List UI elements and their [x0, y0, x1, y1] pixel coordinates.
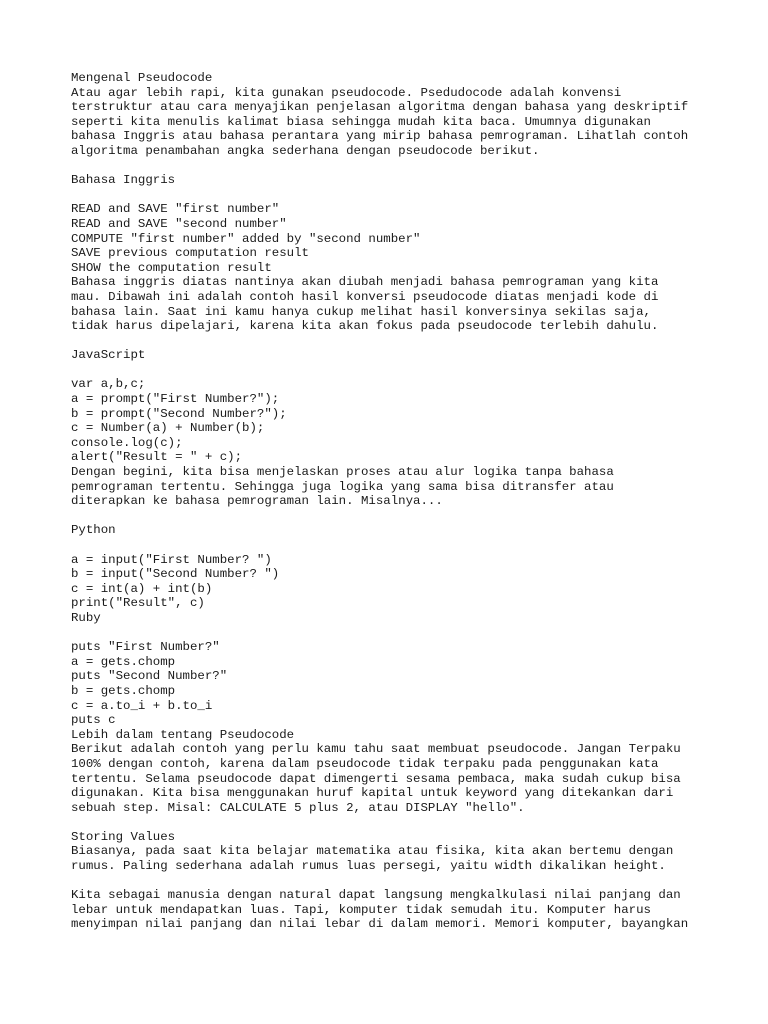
blank-line: [71, 874, 711, 889]
text-line: a = prompt("First Number?");: [71, 392, 280, 407]
text-line: Lebih dalam tentang Pseudocode: [71, 727, 295, 742]
text-line: alert("Result = " + c);: [71, 450, 243, 465]
text-line: READ and SAVE "first number": [71, 202, 280, 217]
text-line: sebuah step. Misal: CALCULATE 5 plus 2, atau DISPLAY "hello".: [71, 800, 525, 815]
text-line: COMPUTE "first number" added by "second number": [71, 231, 421, 246]
text-line: bahasa lain. Saat ini kamu hanya cukup melihat hasil konversinya sekilas saja,: [71, 304, 651, 319]
text-line: a = input("First Number? "): [71, 552, 272, 567]
text-line: Bahasa inggris diatas nantinya akan diubah menjadi bahasa pemrograman yang kita: [71, 275, 659, 290]
text-line: puts c: [71, 713, 116, 728]
text-line: tidak harus dipelajari, karena kita akan fokus pada pseudocode terlebih dahulu.: [71, 319, 659, 334]
text-line: puts "Second Number?": [71, 669, 228, 684]
text-line: console.log(c);: [71, 435, 183, 450]
text-line: b = gets.chomp: [71, 683, 176, 698]
document-body: [71, 71, 711, 932]
text-line: Atau agar lebih rapi, kita gunakan pseudocode. Psedudocode adalah konvensi: [71, 85, 622, 100]
text-line: diterapkan ke bahasa pemrograman lain. Misalnya...: [71, 494, 443, 509]
text-line: bahasa Inggris atau bahasa perantara yang mirip bahasa pemrograman. Lihatlah contoh: [71, 129, 689, 144]
text-line: SAVE previous computation result: [71, 246, 309, 261]
text-line: b = input("Second Number? "): [71, 567, 280, 582]
blank-line: [71, 509, 711, 524]
blank-line: [71, 815, 711, 830]
text-line: seperti kita menulis kalimat biasa sehingga mudah kita baca. Umumnya digunakan: [71, 114, 651, 129]
blank-line: [71, 334, 711, 349]
text-line: algoritma penambahan angka sederhana dengan pseudocode berikut.: [71, 143, 540, 158]
text-line: Berikut adalah contoh yang perlu kamu tahu saat membuat pseudocode. Jangan Terpaku: [71, 742, 681, 757]
text-line: menyimpan nilai panjang dan nilai lebar di dalam memori. Memori komputer, bayangkan: [71, 917, 689, 932]
text-line: lebar untuk mendapatkan luas. Tapi, komputer tidak semudah itu. Komputer harus: [71, 902, 651, 917]
text-line: c = a.to_i + b.to_i: [71, 698, 213, 713]
text-line: READ and SAVE "second number": [71, 216, 287, 231]
text-line: print("Result", c): [71, 596, 205, 611]
blank-line: [71, 159, 711, 174]
text-line: Kita sebagai manusia dengan natural dapat langsung mengkalkulasi nilai panjang dan: [71, 888, 681, 903]
text-line: JavaScript: [71, 348, 146, 363]
blank-line: [71, 363, 711, 378]
text-line: c = int(a) + int(b): [71, 581, 213, 596]
text-line: terstruktur atau cara menyajikan penjelasan algoritma dengan bahasa yang deskriptif: [71, 100, 689, 115]
text-line: pemrograman tertentu. Sehingga juga logika yang sama bisa ditransfer atau: [71, 479, 614, 494]
blank-line: [71, 626, 711, 641]
text-line: Storing Values: [71, 829, 176, 844]
text-line: Dengan begini, kita bisa menjelaskan proses atau alur logika tanpa bahasa: [71, 465, 614, 480]
text-line: puts "First Number?": [71, 640, 220, 655]
text-line: Python: [71, 523, 116, 538]
text-line: Biasanya, pada saat kita belajar matematika atau fisika, kita akan bertemu dengan: [71, 844, 674, 859]
blank-line: [71, 538, 711, 553]
text-line: b = prompt("Second Number?");: [71, 406, 287, 421]
text-line: Ruby: [71, 610, 101, 625]
text-line: SHOW the computation result: [71, 260, 272, 275]
text-line: tertentu. Selama pseudocode dapat dimengerti sesama pembaca, maka sudah cukup bisa: [71, 771, 681, 786]
text-line: c = Number(a) + Number(b);: [71, 421, 265, 436]
text-line: Bahasa Inggris: [71, 173, 176, 188]
text-line: Mengenal Pseudocode: [71, 71, 213, 85]
text-line: 100% dengan contoh, karena dalam pseudocode tidak terpaku pada penggunakan kata: [71, 756, 659, 771]
text-line: digunakan. Kita bisa menggunakan huruf kapital untuk keyword yang ditekankan dari: [71, 786, 674, 801]
text-line: rumus. Paling sederhana adalah rumus luas persegi, yaitu width dikalikan height.: [71, 859, 666, 874]
text-line: a = gets.chomp: [71, 654, 176, 669]
text-line: mau. Dibawah ini adalah contoh hasil konversi pseudocode diatas menjadi kode di: [71, 289, 659, 304]
blank-line: [71, 188, 711, 203]
text-line: var a,b,c;: [71, 377, 146, 392]
